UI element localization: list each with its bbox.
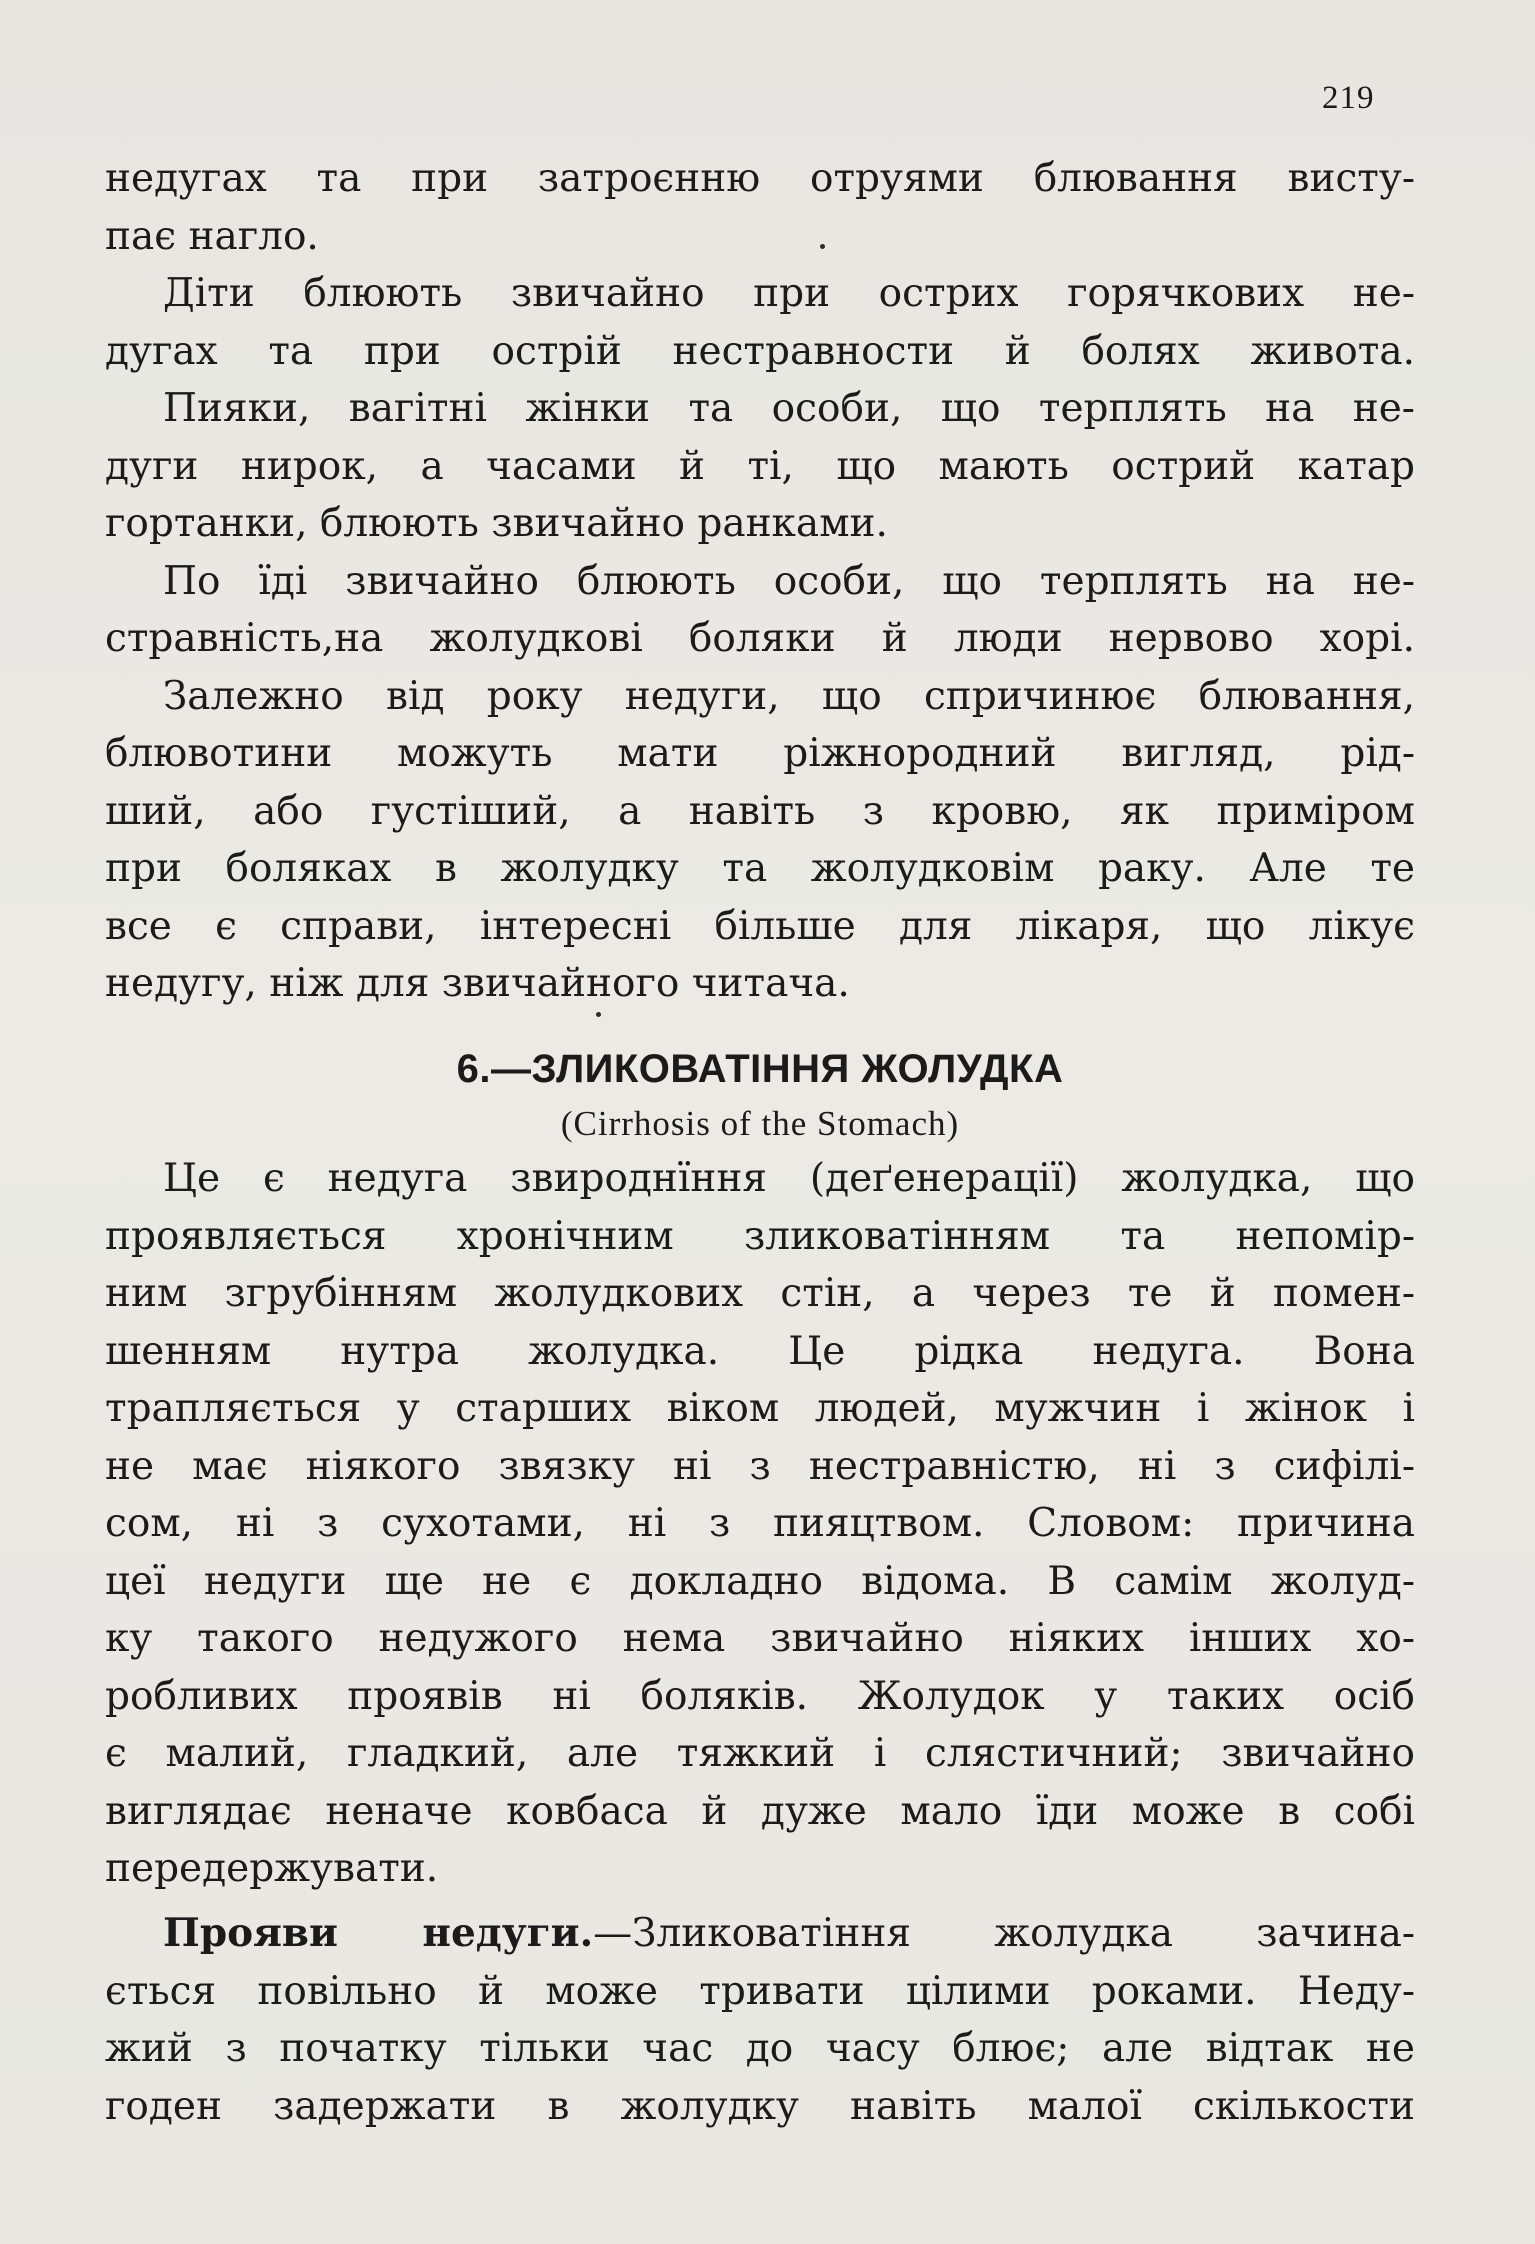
text-line: стравність,на жолудкові боляки й люди нервово хорі.: [105, 616, 1415, 661]
text-line: дуги нирок, а часами й ті, що мають острий катар: [105, 443, 1415, 489]
text-line: виглядає неначе ковбаса й дуже мало їди може в собі: [105, 1788, 1415, 1834]
section-body-text: [105, 1150, 1415, 1898]
text-line: при боляках в жолудку та жолудковім раку. Але те: [105, 846, 1415, 891]
text-line: ється повільно й може тривати цілими роками. Неду-: [105, 1968, 1415, 2014]
text-line: гортанки, блюють звичайно ранками.: [105, 501, 888, 546]
text-line: ку такого недужого нема звичайно ніяких інших хо-: [105, 1616, 1415, 1661]
intro-text-block: [105, 150, 1415, 1013]
text-line: блювотини можуть мати ріжнородний вигляд, рід-: [105, 731, 1415, 776]
text-line: є малий, гладкий, але тяжкий і слястичний; звичайно: [105, 1731, 1415, 1776]
print-speck: [820, 244, 825, 249]
text-line: Це є недуга звироднїння (деґенерації) жолудка, що: [163, 1156, 1415, 1201]
text-line: [105, 1905, 1415, 1963]
text-line: цеї недуги ще не є докладно відома. В самім жолуд-: [105, 1558, 1415, 1604]
page-number: 219: [1322, 80, 1375, 116]
text-line: трапляється у старших віком людей, мужчин і жінок і: [105, 1386, 1415, 1431]
symptoms-paragraph: [105, 1905, 1415, 2135]
section-heading: 6.—ЗЛИКОВАТІННЯ ЖОЛУДКА: [456, 1047, 1064, 1091]
text-line: Діти блюють звичайно при острих горячкових не-: [163, 271, 1415, 316]
text-line: жий з початку тільки час до часу блює; але відтак не: [105, 2026, 1415, 2071]
text-line: годен задержати в жолудку навіть малої скількости: [105, 2083, 1415, 2129]
text-line: не має ніякого звязку ні з нестравністю, ні з сифілі-: [105, 1443, 1415, 1489]
symptoms-label: Прояви недуги.: [163, 1910, 594, 1956]
text-line: все є справи, інтересні більше для лікаря, що лікує: [105, 903, 1415, 949]
text-line: Залежно від року недуги, що спричинює блювання,: [163, 673, 1415, 719]
text-line: Пияки, вагітні жінки та особи, що терплять на не-: [163, 386, 1415, 431]
text-line: дугах та при острій нестравности й болях живота.: [105, 328, 1415, 374]
text-line: По їді звичайно блюють особи, що терплять на не-: [163, 558, 1415, 604]
text-line: недугах та при затроєнню отруями блювання висту-: [105, 156, 1415, 201]
section-subheading: (Cirrhosis of the Stomach): [560, 1104, 960, 1143]
text-line: передержувати.: [105, 1846, 439, 1891]
text-line: ним згрубінням жолудкових стін, а через те й помен-: [105, 1271, 1415, 1316]
text-line: робливих проявів ні боляків. Жолудок у таких осіб: [105, 1673, 1415, 1719]
symptoms-first-line: —Зликоватіння жолудка зачина-: [593, 1911, 1415, 1956]
text-line: ший, або густіший, а навіть з кровю, як приміром: [105, 788, 1415, 834]
text-line: проявляється хронічним зликоватінням та непомір-: [105, 1213, 1415, 1259]
text-line: пає нагло.: [105, 213, 319, 259]
text-line: недугу, ніж для звичайного читача.: [105, 961, 850, 1006]
text-line: сом, ні з сухотами, ні з пияцтвом. Словом: причина: [105, 1501, 1415, 1546]
print-speck: [596, 1012, 601, 1017]
text-line: шенням нутра жолудка. Це рідка недуга. Вона: [105, 1328, 1415, 1374]
